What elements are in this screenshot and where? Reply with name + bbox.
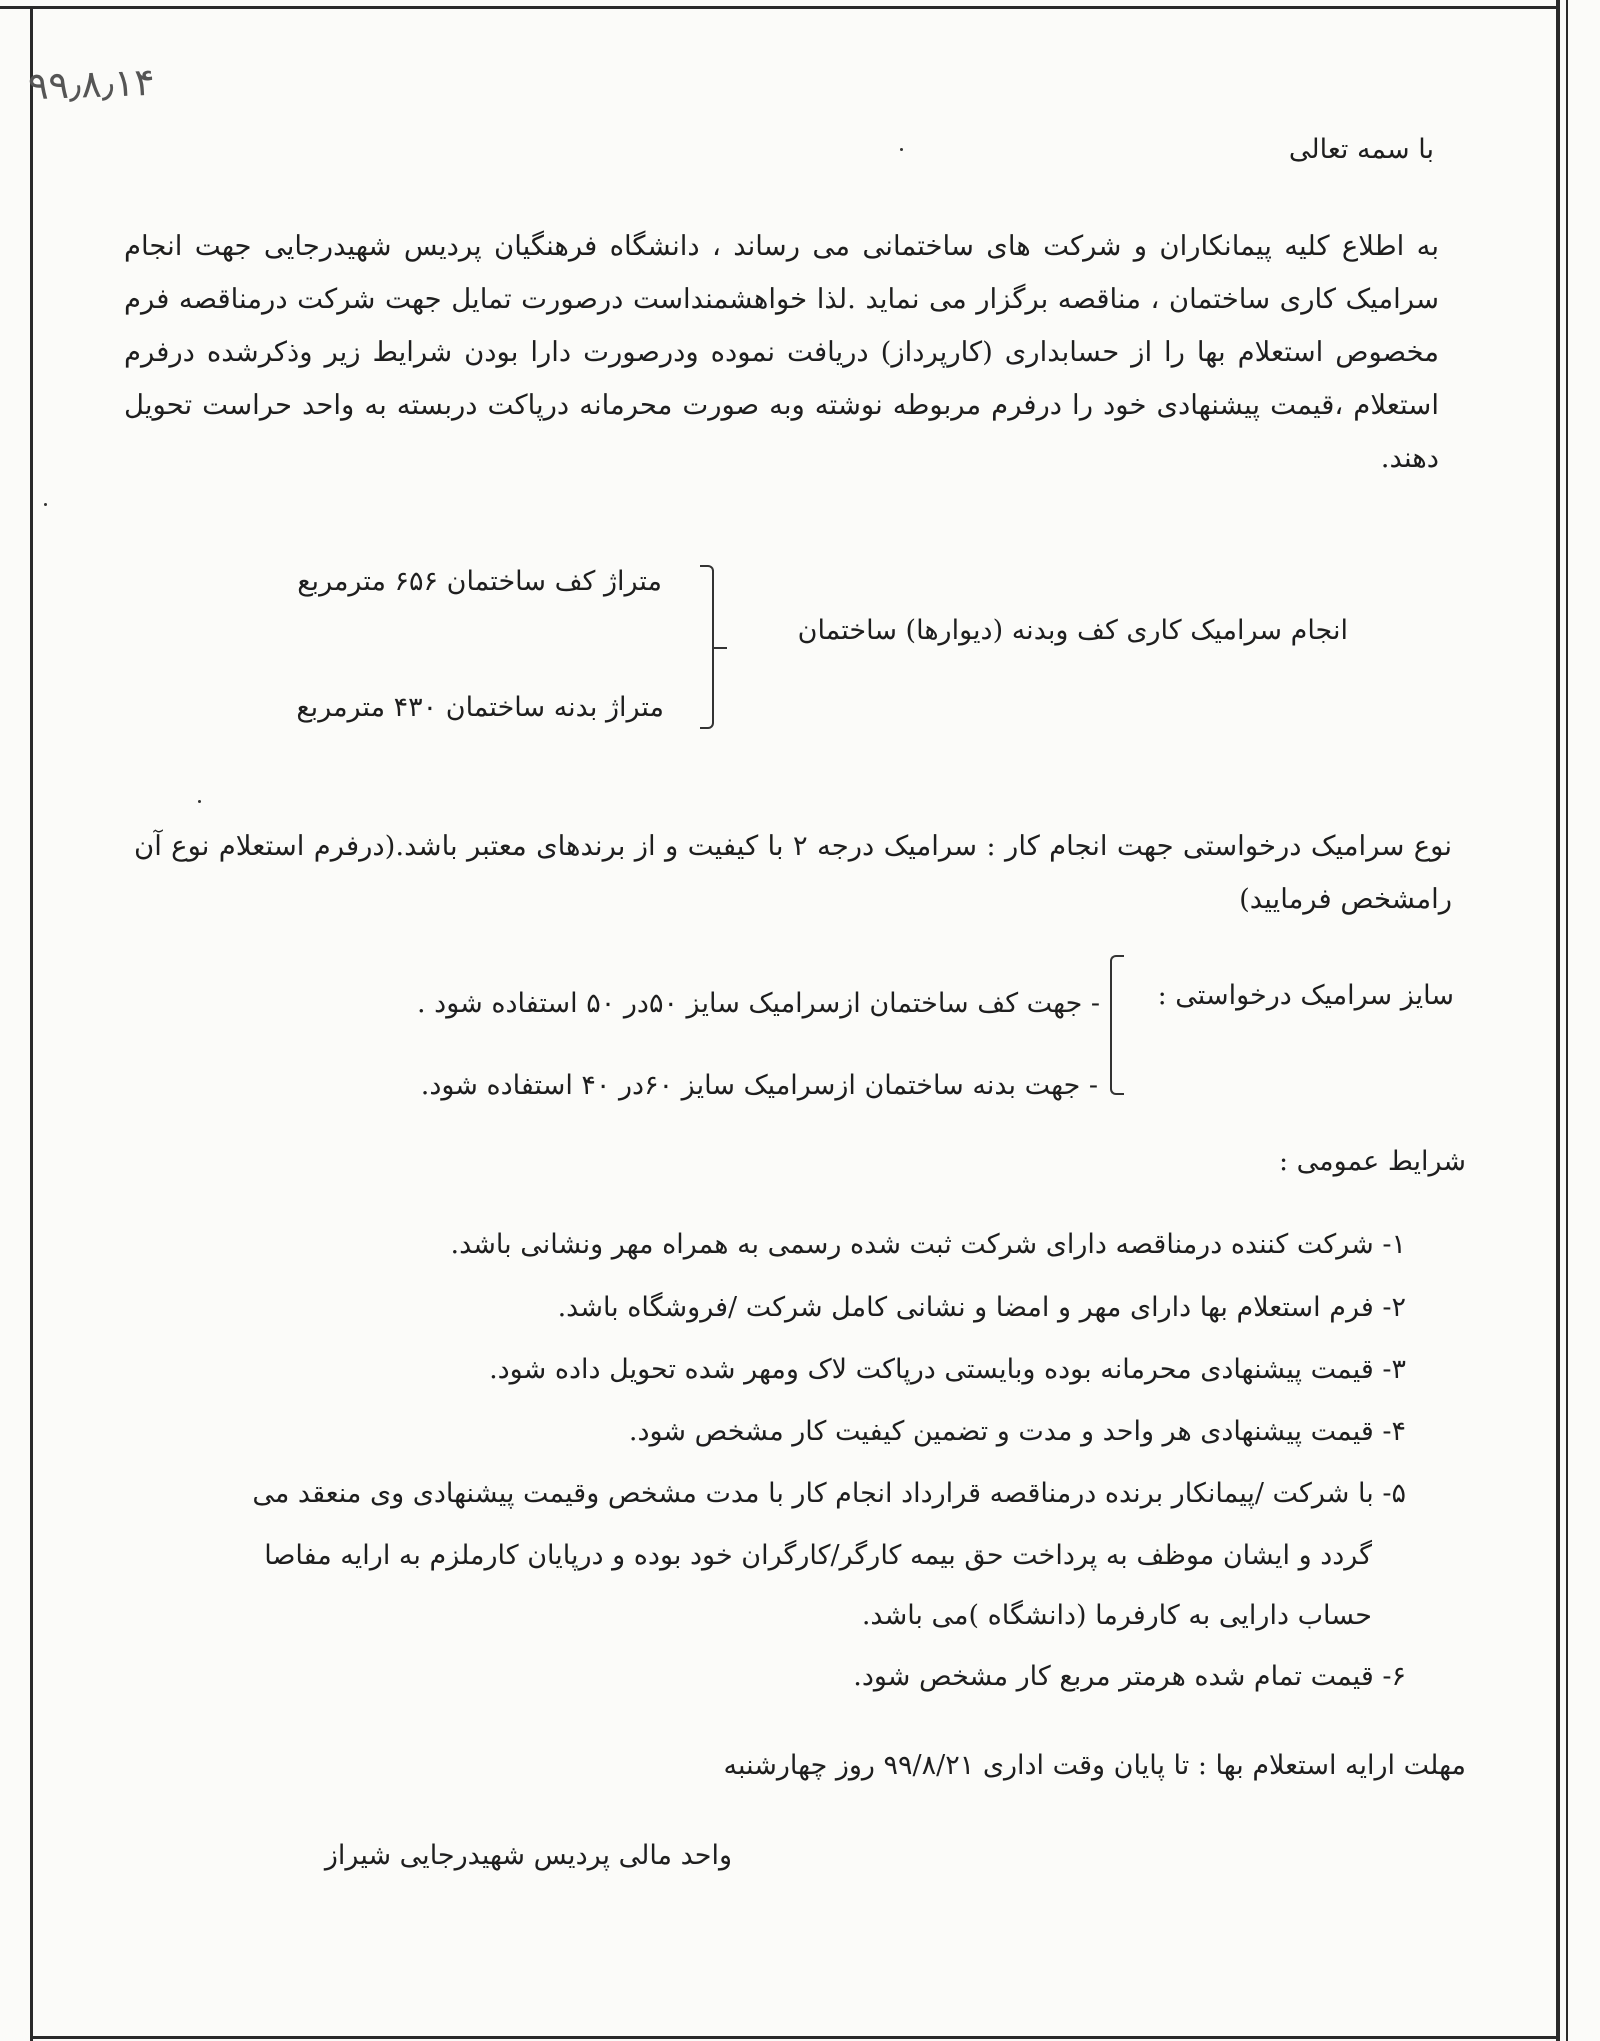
condition-text: شرکت کننده درمناقصه دارای شرکت ثبت شده رسمی به همراه مهر ونشانی باشد.	[450, 1229, 1374, 1260]
condition-5-cont2: حساب دارایی به کارفرما (دانشگاه )می باشد.	[861, 1600, 1372, 1631]
condition-text: قیمت تمام شده هرمتر مربع کار مشخص شود.	[853, 1661, 1374, 1692]
condition-1	[451, 1229, 1406, 1260]
scan-speck	[900, 148, 903, 151]
signature: واحد مالی پردیس شهیدرجایی شیراز	[324, 1840, 732, 1871]
page-border-right	[1556, 0, 1560, 2041]
condition-text: با شرکت /پیمانکار برنده درمناقصه قرارداد انجام کار با مدت مشخص وقیمت پیشنهادی وی منعقد می	[252, 1478, 1374, 1509]
heading: با سمه تعالی	[1288, 134, 1434, 165]
condition-text: فرم استعلام بها دارای مهر و امضا و نشانی کامل شرکت /فروشگاه باشد.	[557, 1292, 1374, 1323]
condition-5	[252, 1478, 1406, 1509]
area-floor: متراژ کف ساختمان ۶۵۶ مترمربع	[297, 566, 662, 597]
page-border-top	[0, 6, 1560, 9]
condition-3	[489, 1354, 1406, 1385]
area-walls: متراژ بدنه ساختمان ۴۳۰ مترمربع	[296, 692, 664, 723]
page-border-right-outer	[1566, 0, 1568, 2041]
size-label: سایز سرامیک درخواستی :	[1157, 980, 1454, 1011]
condition-4	[629, 1416, 1406, 1447]
condition-2	[558, 1292, 1406, 1323]
handwritten-date: ۹۹٫۸٫۱۴	[27, 59, 156, 109]
condition-text: قیمت پیشنهادی هر واحد و مدت و تضمین کیفیت کار مشخص شود.	[628, 1416, 1374, 1447]
condition-number: ۱-	[1382, 1229, 1406, 1260]
page-border-left	[30, 6, 33, 2041]
size-bracket	[1110, 955, 1124, 1095]
scan-speck	[198, 800, 201, 803]
condition-number: ۵-	[1382, 1478, 1406, 1509]
scan-speck	[44, 503, 47, 506]
intro-paragraph: به اطلاع کلیه پیمانکاران و شرکت های ساختمانی می رساند ، دانشگاه فرهنگیان پردیس شهیدرجایی جهت انجام سرامیک کاری ساختمان ، مناقصه برگزار می نماید .لذا خواهشمنداست درصورت تمایل جهت شرکت درمناقصه فرم مخصوص استعلام بها را از حسابداری (کارپرداز) دریافت نموده ودرصورت دارا بودن شرایط زیر وذکرشده درفرم استعلام ،قیمت پیشنهادی خود را درفرم مربوطه نوشته وبه صورت محرمانه درپاکت دربسته به واحد حراست تحویل دهند.	[124, 230, 1439, 474]
condition-number: ۳-	[1382, 1354, 1406, 1385]
size-floor: - جهت کف ساختمان ازسرامیک سایز ۵۰در ۵۰ استفاده شود .	[417, 988, 1100, 1019]
condition-number: ۴-	[1382, 1416, 1406, 1447]
work-title: انجام سرامیک کاری کف وبدنه (دیوارها) ساختمان	[797, 615, 1348, 646]
page-border-bottom	[30, 2036, 1560, 2039]
work-bracket	[700, 565, 714, 729]
condition-text: قیمت پیشنهادی محرمانه بوده وبایستی درپاکت لاک ومهر شده تحویل داده شود.	[489, 1354, 1374, 1385]
conditions-title: شرایط عمومی :	[1278, 1146, 1466, 1177]
deadline: مهلت ارایه استعلام بها : تا پایان وقت اداری ۹۹/۸/۲۱ روز چهارشنبه	[723, 1750, 1466, 1781]
condition-6	[853, 1661, 1406, 1692]
ceramic-type: نوع سرامیک درخواستی جهت انجام کار : سرامیک درجه ۲ با کیفیت و از برندهای معتبر باشد.(درفرم استعلام نوع آن رامشخص فرمایید)	[134, 830, 1452, 915]
condition-number: ۶-	[1382, 1661, 1406, 1692]
condition-5-cont1: گردد و ایشان موظف به پرداخت حق بیمه کارگر/کارگران خود بوده و درپایان کارملزم به ارایه مفاصا	[264, 1540, 1372, 1571]
condition-number: ۲-	[1382, 1292, 1406, 1323]
size-walls: - جهت بدنه ساختمان ازسرامیک سایز ۶۰در ۴۰ استفاده شود.	[420, 1070, 1098, 1101]
